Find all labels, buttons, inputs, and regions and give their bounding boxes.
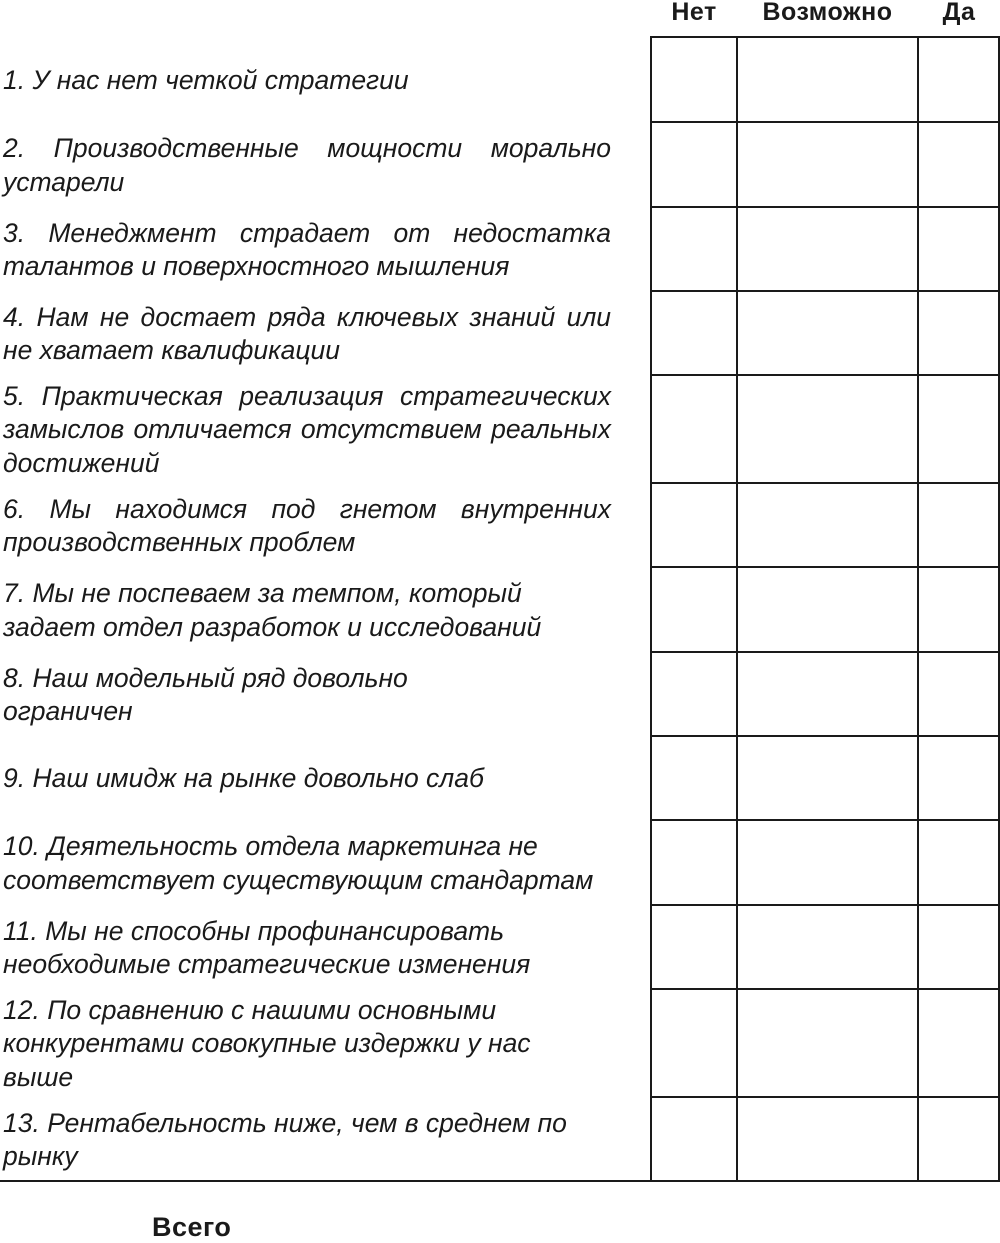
answer-cell-no[interactable]	[652, 376, 738, 482]
question-text: 6. Мы находимся под гнетом внутренних производственных проблем	[3, 493, 611, 557]
question-text: 13. Рентабельность ниже, чем в среднем по рынку	[3, 1107, 567, 1171]
column-header-yes: Да	[942, 0, 976, 26]
answer-cell-maybe[interactable]	[738, 484, 919, 566]
question-13	[3, 1098, 611, 1182]
answer-cell-maybe[interactable]	[738, 821, 919, 904]
answer-row-8	[652, 653, 1000, 737]
question-text: 9. Наш имидж на рынке довольно слаб	[3, 763, 484, 794]
answer-cell-no[interactable]	[652, 990, 738, 1096]
question-7	[3, 568, 611, 653]
answer-cell-maybe[interactable]	[738, 38, 919, 121]
answer-cell-no[interactable]	[652, 1098, 738, 1180]
question-text: 5. Практическая реализация стратегических замыслов отличается отсутствием реальных достижений	[3, 380, 611, 478]
question-4	[3, 292, 611, 376]
question-text: 11. Мы не способны профинансировать необходимые стратегические изменения	[3, 915, 531, 979]
answer-cell-yes[interactable]	[919, 292, 1000, 374]
answer-row-3	[652, 208, 1000, 292]
question-1	[3, 38, 611, 123]
question-text: 8. Наш модельный ряд довольно ограничен	[3, 662, 408, 726]
question-10	[3, 821, 611, 906]
answer-cell-maybe[interactable]	[738, 208, 919, 290]
answer-row-4	[652, 292, 1000, 376]
question-3	[3, 208, 611, 292]
column-header-no: Нет	[671, 0, 717, 26]
answer-cell-no[interactable]	[652, 653, 738, 735]
answer-cell-yes[interactable]	[919, 123, 1000, 206]
answer-cell-yes[interactable]	[919, 737, 1000, 819]
answer-cell-maybe[interactable]	[738, 737, 919, 819]
answer-row-9	[652, 737, 1000, 821]
answer-row-7	[652, 568, 1000, 653]
answer-cell-maybe[interactable]	[738, 906, 919, 988]
question-8	[3, 653, 611, 737]
answer-row-1	[652, 38, 1000, 123]
question-6	[3, 484, 611, 568]
answer-row-10	[652, 821, 1000, 906]
answer-grid	[650, 36, 1000, 1182]
question-9	[3, 737, 611, 821]
answer-cell-maybe[interactable]	[738, 990, 919, 1096]
answer-cell-maybe[interactable]	[738, 292, 919, 374]
question-text: 3. Менеджмент страдает от недостатка талантов и поверхностного мышления	[3, 217, 611, 281]
column-header-maybe: Возможно	[762, 0, 893, 26]
question-text: 12. По сравнению с нашими основными конкурентами совокупные издержки у нас выше	[3, 994, 531, 1092]
answer-cell-yes[interactable]	[919, 653, 1000, 735]
answer-cell-yes[interactable]	[919, 1098, 1000, 1180]
answer-row-2	[652, 123, 1000, 208]
question-2	[3, 123, 611, 208]
question-text: 10. Деятельность отдела маркетинга не соответствует существующим стандартам	[3, 831, 594, 895]
answer-cell-no[interactable]	[652, 737, 738, 819]
answer-cell-maybe[interactable]	[738, 1098, 919, 1180]
answer-cell-yes[interactable]	[919, 568, 1000, 651]
answer-cell-maybe[interactable]	[738, 568, 919, 651]
answer-cell-yes[interactable]	[919, 821, 1000, 904]
question-text: 1. У нас нет четкой стратегии	[3, 64, 409, 95]
answer-row-12	[652, 990, 1000, 1098]
answer-cell-yes[interactable]	[919, 376, 1000, 482]
question-12	[3, 990, 611, 1098]
answer-row-6	[652, 484, 1000, 568]
answer-row-13	[652, 1098, 1000, 1182]
answer-cell-no[interactable]	[652, 38, 738, 121]
question-5	[3, 376, 611, 484]
answer-cell-no[interactable]	[652, 906, 738, 988]
answer-cell-yes[interactable]	[919, 38, 1000, 121]
answer-cell-maybe[interactable]	[738, 123, 919, 206]
answer-cell-no[interactable]	[652, 484, 738, 566]
answer-cell-no[interactable]	[652, 208, 738, 290]
answer-cell-yes[interactable]	[919, 208, 1000, 290]
answer-cell-no[interactable]	[652, 123, 738, 206]
question-text: 7. Мы не поспеваем за темпом, который задает отдел разработок и исследований	[3, 578, 542, 642]
bottom-rule	[0, 1180, 1000, 1182]
answer-cell-yes[interactable]	[919, 990, 1000, 1096]
answer-cell-yes[interactable]	[919, 906, 1000, 988]
answer-cell-no[interactable]	[652, 568, 738, 651]
answer-row-5	[652, 376, 1000, 484]
answer-row-11	[652, 906, 1000, 990]
answer-cell-maybe[interactable]	[738, 653, 919, 735]
total-label: Всего	[152, 1212, 232, 1242]
question-11	[3, 906, 611, 990]
question-text: 4. Нам не достает ряда ключевых знаний или не хватает квалификации	[3, 301, 611, 365]
answer-cell-yes[interactable]	[919, 484, 1000, 566]
answer-cell-maybe[interactable]	[738, 376, 919, 482]
answer-cell-no[interactable]	[652, 821, 738, 904]
question-text: 2. Производственные мощности морально устарели	[3, 133, 611, 197]
answer-cell-no[interactable]	[652, 292, 738, 374]
